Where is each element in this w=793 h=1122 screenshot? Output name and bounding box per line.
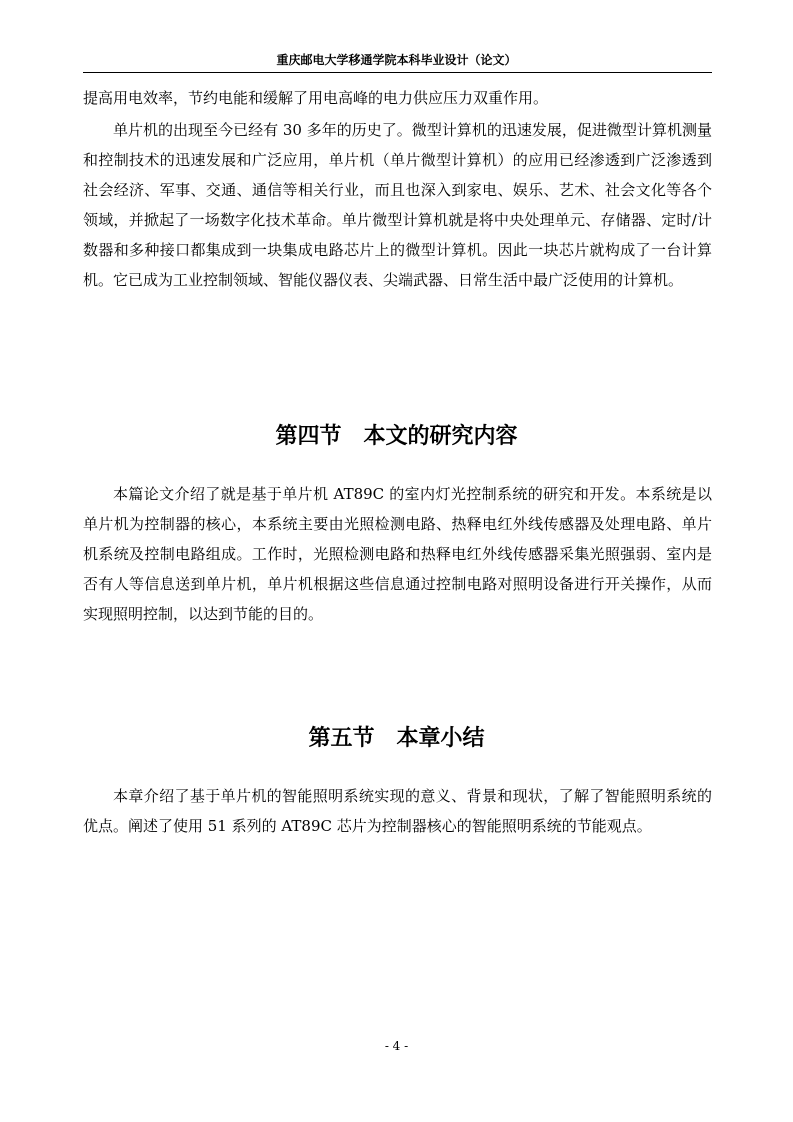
paragraph-research-content: 本篇论文介绍了就是基于单片机 AT89C 的室内灯光控制系统的研究和开发。本系统是以单片机为控制器的核心，本系统主要由光照检测电路、热释电红外线传感器及处理电路、单片机系统及控制电路组成。工作时，光照检测电路和热释电红外线传感器采集光照强弱、室内是否有人等信息送到单片机，单片机根据这些信息通过控制电路对照明设备进行开关操作，从而实现照明控制，以达到节能的目的。 [83,485,712,623]
section-heading-research-content: 第四节 本文的研究内容 [275,424,518,449]
paragraph-mcu-history: 单片机的出现至今已经有 30 多年的历史了。微型计算机的迅速发展，促进微型计算机测量和控制技术的迅速发展和广泛应用，单片机（单片微型计算机）的应用已经渗透到广泛渗透到社会经济、军事、交通、通信等相关行业，而且也深入到家电、娱乐、艺术、社会文化等各个领域，并掀起了一场数字化技术革命。单片微型计算机就是将中央处理单元、存储器、定时/计数器和多种接口都集成到一块集成电路芯片上的微型计算机。因此一块芯片就构成了一台计算机。它已成为工业控制领域、智能仪器仪表、尖端武器、日常生活中最广泛使用的计算机。 [83,121,712,289]
section-heading-chapter-summary: 第五节 本章小结 [308,726,485,751]
paragraph-continuation: 提高用电效率，节约电能和缓解了用电高峰的电力供应压力双重作用。 [83,89,549,107]
page-number: - 4 - [384,1039,409,1053]
page-header-title: 重庆邮电大学移通学院本科毕业设计（论文） [276,53,517,67]
header-divider [83,72,712,73]
paragraph-chapter-summary: 本章介绍了基于单片机的智能照明系统实现的意义、背景和现状，了解了智能照明系统的优点。阐述了使用 51 系列的 AT89C 芯片为控制器核心的智能照明系统的节能观点。 [83,787,712,835]
